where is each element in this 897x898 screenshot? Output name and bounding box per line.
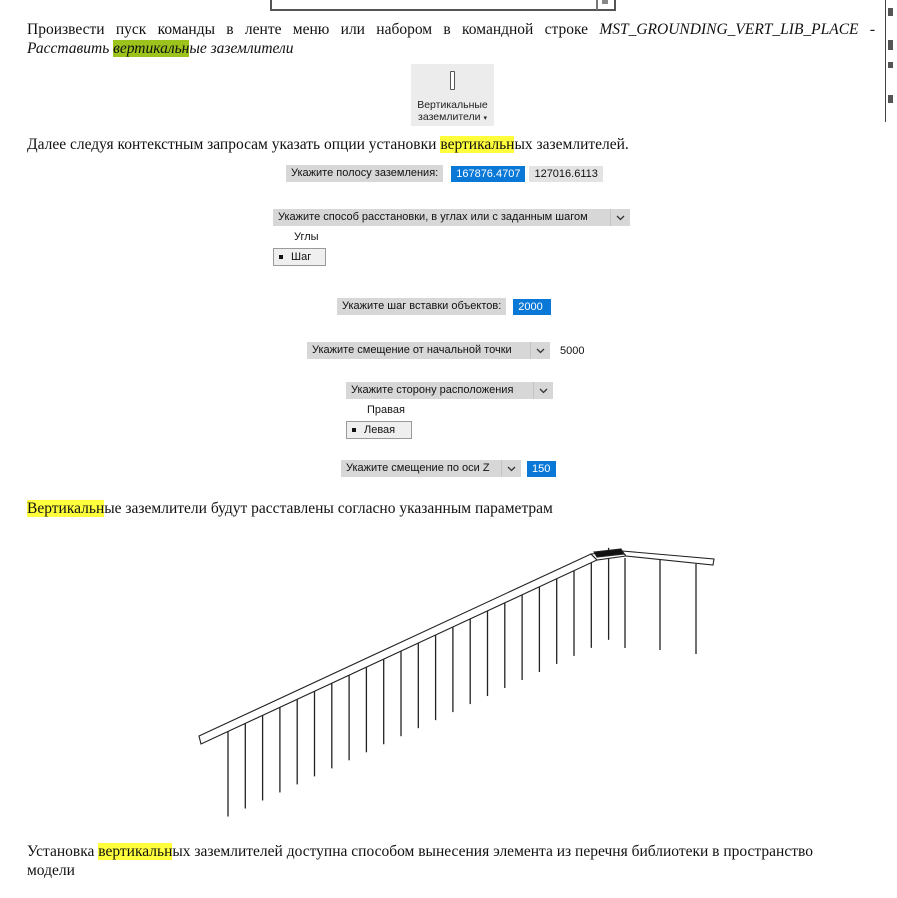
cropped-window-fragment <box>270 0 616 11</box>
highlight-term: вертикальн <box>440 136 515 153</box>
prompt-step-label: Укажите шаг вставки объектов: <box>337 298 506 315</box>
coord-y-input[interactable]: 127016.6113 <box>529 166 602 182</box>
prompt-method[interactable] <box>273 209 630 226</box>
ribbon-button-label: Вертикальные заземлители ▾ <box>417 99 488 123</box>
option-corners[interactable]: Углы <box>294 231 319 243</box>
prompt-strip-label: Укажите полосу заземления: <box>286 165 443 182</box>
grounding-strip <box>622 551 714 565</box>
dropdown-arrow-icon: ▾ <box>483 115 487 122</box>
library-paragraph: Установка вертикальных заземлителей доступна способом вынесения элемента из перечня библиотеки в пространство модели <box>27 843 813 879</box>
chevron-down-icon[interactable] <box>530 342 550 359</box>
selected-marker-icon <box>279 255 283 259</box>
step-input[interactable]: 2000 <box>513 299 551 315</box>
command-name: MST_GROUNDING_VERT_LIB_PLACE <box>599 21 859 38</box>
highlight-term: вертикальн <box>113 40 190 57</box>
prompt-side-label: Укажите сторону расположения <box>346 382 533 399</box>
grounding-strip <box>199 554 597 744</box>
grounding-model-illustration <box>0 540 897 830</box>
prompt-offset-z <box>341 460 556 477</box>
prompt-side[interactable] <box>346 382 553 399</box>
prompt-strip <box>286 165 603 182</box>
offset-start-value[interactable]: 5000 <box>560 344 585 357</box>
option-right[interactable]: Правая <box>367 404 405 416</box>
coord-x-input[interactable]: 167876.4707 <box>451 166 525 182</box>
highlight-term: вертикальн <box>98 843 173 860</box>
options-paragraph: Далее следуя контекстным запросам указать опции установки вертикальных заземлителей. <box>27 136 629 153</box>
intro-text: Произвести пуск команды в ленте меню или набором в командной строке <box>27 21 600 38</box>
option-left[interactable]: Левая <box>346 421 412 439</box>
right-cropped-fragment <box>885 0 897 122</box>
ribbon-button-vertical-grounding[interactable] <box>411 64 494 126</box>
highlight-term: Вертикальн <box>27 500 105 517</box>
prompt-offset-start-label: Укажите смещение от начальной точки <box>307 342 530 359</box>
chevron-down-icon[interactable] <box>533 382 553 399</box>
prompt-offset-z-label: Укажите смещение по оси Z <box>341 460 501 477</box>
intro-paragraph: Произвести пуск команды в ленте меню или набором в командной строке MST_GROUNDING_VERT_LIB_PLACE - Расставить вертикальные заземлители <box>27 21 875 57</box>
grounding-rod-icon <box>450 71 455 90</box>
option-step[interactable]: Шаг <box>273 248 326 266</box>
result-paragraph: Вертикальные заземлители будут расставлены согласно указанным параметрам <box>27 500 553 517</box>
offset-z-input[interactable]: 150 <box>527 461 556 477</box>
chevron-down-icon[interactable] <box>501 460 521 477</box>
prompt-step <box>337 298 551 315</box>
chevron-down-icon[interactable] <box>610 209 630 226</box>
prompt-method-label: Укажите способ расстановки, в углах или с заданным шагом <box>273 209 610 226</box>
selected-marker-icon <box>352 428 356 432</box>
prompt-offset-start <box>307 342 584 359</box>
